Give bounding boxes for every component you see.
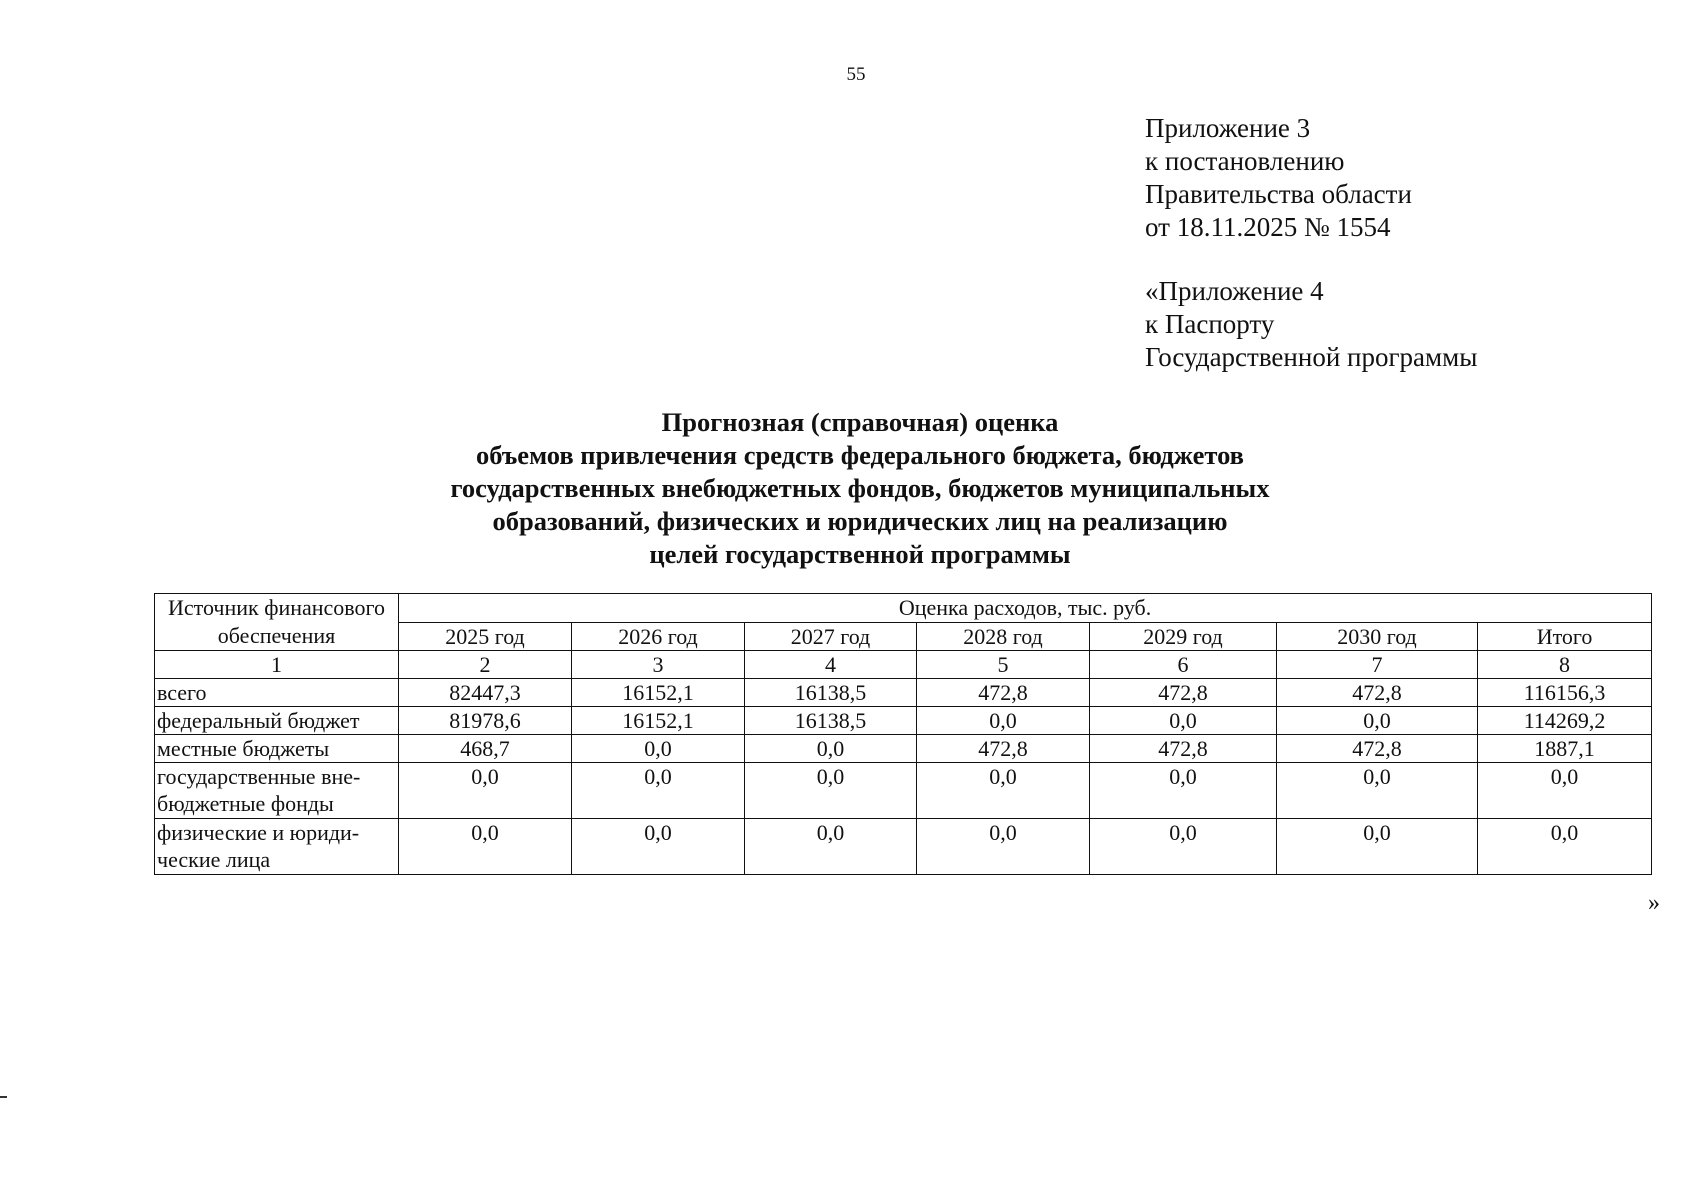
- column-header-cell: 2028 год: [917, 622, 1090, 651]
- value-cell: 0,0: [1090, 819, 1277, 875]
- value-cell: 0,0: [917, 707, 1090, 735]
- column-header-cell: 2030 год: [1277, 622, 1478, 651]
- value-cell: 0,0: [399, 763, 572, 819]
- value-cell: 0,0: [399, 819, 572, 875]
- value-cell: 0,0: [1478, 763, 1652, 819]
- closing-quote-mark: »: [1648, 890, 1660, 916]
- column-number-cell: 4: [745, 651, 917, 679]
- value-cell: 16138,5: [745, 679, 917, 707]
- table-row: [155, 819, 1652, 875]
- appendix-line: к Паспорту: [1145, 309, 1275, 339]
- source-cell: физические и юриди-ческие лица: [155, 819, 399, 875]
- table-header-row: [155, 594, 1652, 623]
- column-header-cell: 2025 год: [399, 622, 572, 651]
- value-cell: 81978,6: [399, 707, 572, 735]
- value-cell: 0,0: [745, 735, 917, 763]
- title-line: целей государственной программы: [649, 539, 1071, 569]
- document-title: [0, 406, 1697, 571]
- column-number-cell: 5: [917, 651, 1090, 679]
- value-cell: 472,8: [917, 679, 1090, 707]
- value-cell: 0,0: [917, 819, 1090, 875]
- value-cell: 0,0: [745, 763, 917, 819]
- value-cell: 472,8: [917, 735, 1090, 763]
- source-cell: государственные вне-бюджетные фонды: [155, 763, 399, 819]
- source-cell: всего: [155, 679, 399, 707]
- value-cell: 0,0: [917, 763, 1090, 819]
- value-cell: 0,0: [745, 819, 917, 875]
- value-cell: 472,8: [1090, 735, 1277, 763]
- column-header-cell: 2029 год: [1090, 622, 1277, 651]
- appendix-line: к постановлению: [1145, 146, 1345, 176]
- value-cell: 0,0: [1277, 763, 1478, 819]
- value-cell: 82447,3: [399, 679, 572, 707]
- appendix-line: Приложение 3: [1145, 113, 1311, 143]
- value-cell: 114269,2: [1478, 707, 1652, 735]
- appendix-line: «Приложение 4: [1145, 276, 1324, 306]
- title-line: объемов привлечения средств федерального бюджета, бюджетов: [476, 440, 1244, 470]
- column-number-row: [155, 651, 1652, 679]
- column-number-cell: 3: [572, 651, 745, 679]
- title-line: государственных внебюджетных фондов, бюджетов муниципальных: [450, 473, 1270, 503]
- value-cell: 1887,1: [1478, 735, 1652, 763]
- column-number-cell: 7: [1277, 651, 1478, 679]
- appendix-reference-block: [1145, 112, 1412, 244]
- title-line: образований, физических и юридических лиц на реализацию: [492, 506, 1228, 536]
- value-cell: 0,0: [1090, 763, 1277, 819]
- value-cell: 0,0: [1277, 819, 1478, 875]
- table-row: [155, 763, 1652, 819]
- value-cell: 0,0: [1478, 819, 1652, 875]
- value-cell: 16152,1: [572, 679, 745, 707]
- appendix-line: Правительства области: [1145, 179, 1412, 209]
- value-cell: 116156,3: [1478, 679, 1652, 707]
- appendix-line: Государственной программы: [1145, 342, 1478, 372]
- value-cell: 0,0: [1277, 707, 1478, 735]
- budget-estimate-table: [154, 593, 1652, 875]
- value-cell: 0,0: [572, 735, 745, 763]
- column-header-cell: 2027 год: [745, 622, 917, 651]
- value-cell: 472,8: [1277, 735, 1478, 763]
- passport-appendix-block: [1145, 275, 1477, 374]
- column-number-cell: 2: [399, 651, 572, 679]
- value-cell: 468,7: [399, 735, 572, 763]
- source-header-cell: Источник финансового обеспечения: [155, 594, 399, 651]
- value-cell: 0,0: [1090, 707, 1277, 735]
- source-cell: федеральный бюджет: [155, 707, 399, 735]
- value-cell: 472,8: [1090, 679, 1277, 707]
- value-cell: 16152,1: [572, 707, 745, 735]
- column-number-cell: 1: [155, 651, 399, 679]
- value-cell: 0,0: [572, 819, 745, 875]
- column-number-cell: 6: [1090, 651, 1277, 679]
- value-cell: 0,0: [572, 763, 745, 819]
- source-cell: местные бюджеты: [155, 735, 399, 763]
- title-line: Прогнозная (справочная) оценка: [661, 407, 1059, 437]
- column-header-cell: 2026 год: [572, 622, 745, 651]
- column-header-cell: Итого: [1478, 622, 1652, 651]
- table-row: [155, 735, 1652, 763]
- table-row: [155, 679, 1652, 707]
- value-cell: 472,8: [1277, 679, 1478, 707]
- expense-estimate-header-cell: Оценка расходов, тыс. руб.: [399, 594, 1652, 623]
- value-cell: 16138,5: [745, 707, 917, 735]
- table-row: [155, 707, 1652, 735]
- margin-mark: [0, 1096, 7, 1098]
- page-number: 55: [846, 64, 866, 85]
- appendix-line: от 18.11.2025 № 1554: [1145, 212, 1391, 242]
- column-number-cell: 8: [1478, 651, 1652, 679]
